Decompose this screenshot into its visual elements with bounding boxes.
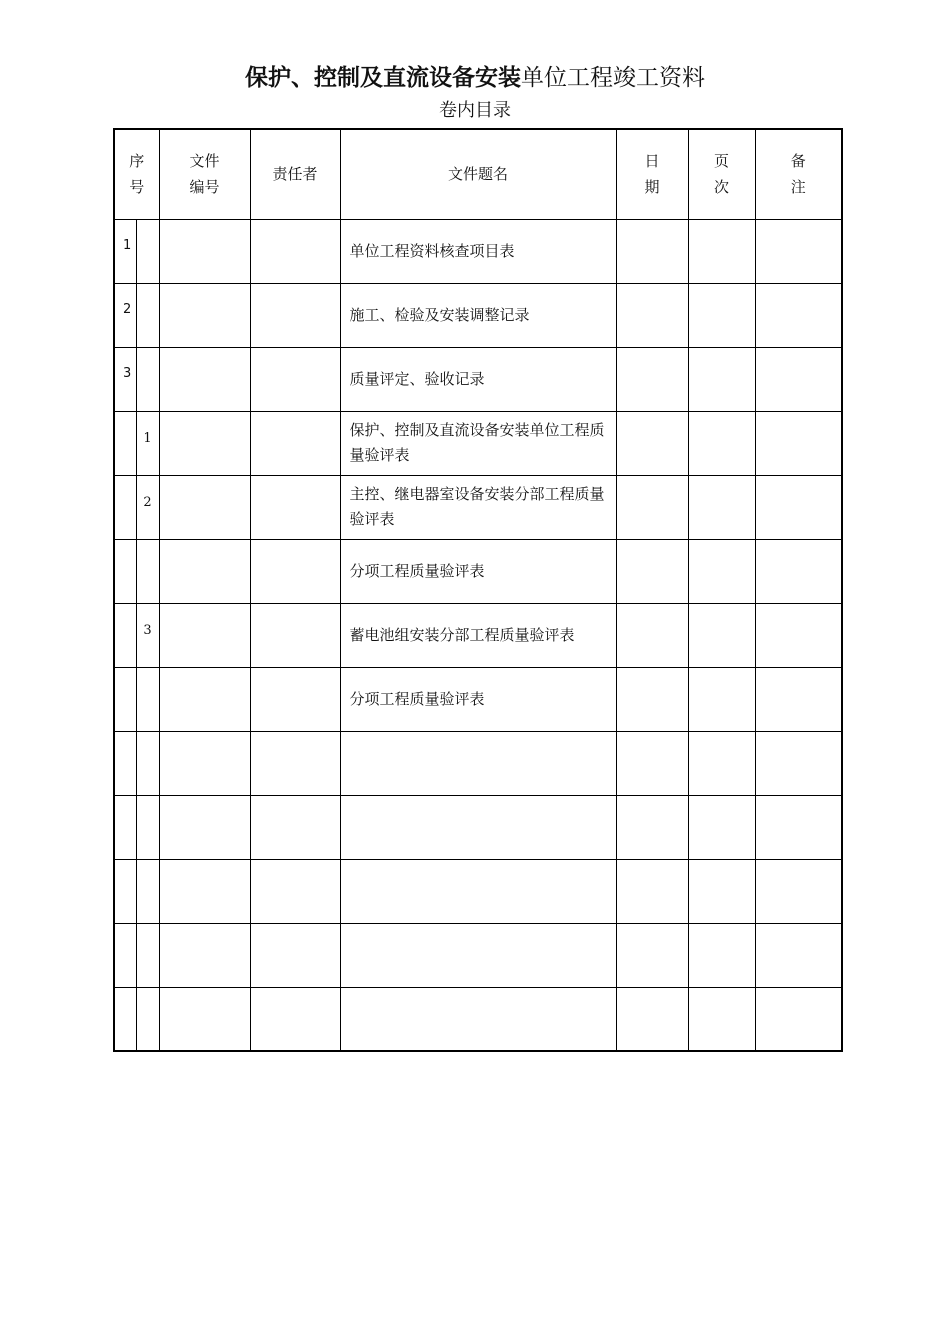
date-cell bbox=[616, 923, 688, 987]
doc-number-cell bbox=[159, 731, 250, 795]
table-row bbox=[114, 923, 842, 987]
remarks-cell bbox=[755, 859, 842, 923]
toc-table bbox=[113, 128, 843, 1052]
table-row bbox=[114, 219, 842, 283]
pages-cell bbox=[688, 731, 755, 795]
responsible-cell bbox=[250, 795, 340, 859]
table-row bbox=[114, 411, 842, 475]
doc-number-cell bbox=[159, 987, 250, 1051]
col-header-remarks: 备 注 bbox=[755, 129, 842, 219]
pages-cell bbox=[688, 923, 755, 987]
table-row bbox=[114, 987, 842, 1051]
table-row bbox=[114, 859, 842, 923]
document-title bbox=[0, 62, 950, 94]
document-subtitle: 卷内目录 bbox=[439, 100, 511, 121]
pages-cell bbox=[688, 411, 755, 475]
doc-title-cell: 主控、继电器室设备安装分部工程质量验评表 bbox=[340, 475, 616, 539]
pages-cell bbox=[688, 987, 755, 1051]
remarks-cell bbox=[755, 795, 842, 859]
sub-seq-cell bbox=[136, 731, 159, 795]
doc-title-cell bbox=[340, 923, 616, 987]
seq-cell bbox=[114, 987, 136, 1051]
doc-number-cell bbox=[159, 795, 250, 859]
col-header-date: 日 期 bbox=[616, 129, 688, 219]
sub-seq-cell: 2 bbox=[136, 475, 159, 539]
doc-number-cell bbox=[159, 219, 250, 283]
date-cell bbox=[616, 475, 688, 539]
sub-seq-cell: 1 bbox=[136, 411, 159, 475]
seq-cell: 1 bbox=[114, 219, 136, 283]
date-cell bbox=[616, 347, 688, 411]
sub-seq-cell bbox=[136, 539, 159, 603]
doc-title-cell bbox=[340, 731, 616, 795]
col-header-title: 文件题名 bbox=[340, 129, 616, 219]
responsible-cell bbox=[250, 987, 340, 1051]
pages-cell bbox=[688, 283, 755, 347]
sub-seq-cell bbox=[136, 219, 159, 283]
doc-title-cell: 单位工程资料核查项目表 bbox=[340, 219, 616, 283]
remarks-cell bbox=[755, 219, 842, 283]
pages-cell bbox=[688, 603, 755, 667]
sub-seq-cell bbox=[136, 283, 159, 347]
doc-number-cell bbox=[159, 603, 250, 667]
col-header-doc-number: 文件 编号 bbox=[159, 129, 250, 219]
date-cell bbox=[616, 795, 688, 859]
seq-cell bbox=[114, 731, 136, 795]
col-header-responsible: 责任者 bbox=[250, 129, 340, 219]
seq-cell bbox=[114, 795, 136, 859]
seq-cell: 2 bbox=[114, 283, 136, 347]
responsible-cell bbox=[250, 923, 340, 987]
pages-cell bbox=[688, 347, 755, 411]
remarks-cell bbox=[755, 539, 842, 603]
date-cell bbox=[616, 411, 688, 475]
sub-seq-cell bbox=[136, 795, 159, 859]
date-cell bbox=[616, 603, 688, 667]
doc-title-cell: 蓄电池组安装分部工程质量验评表 bbox=[340, 603, 616, 667]
date-cell bbox=[616, 731, 688, 795]
document-title-bold: 保护、控制及直流设备安装 bbox=[245, 64, 521, 91]
responsible-cell bbox=[250, 731, 340, 795]
table-row bbox=[114, 667, 842, 731]
pages-cell bbox=[688, 667, 755, 731]
pages-cell bbox=[688, 539, 755, 603]
date-cell bbox=[616, 987, 688, 1051]
doc-title-cell bbox=[340, 859, 616, 923]
responsible-cell bbox=[250, 347, 340, 411]
table-row bbox=[114, 539, 842, 603]
remarks-cell bbox=[755, 411, 842, 475]
doc-number-cell bbox=[159, 411, 250, 475]
doc-title-cell: 分项工程质量验评表 bbox=[340, 667, 616, 731]
doc-title-cell: 施工、检验及安装调整记录 bbox=[340, 283, 616, 347]
pages-cell bbox=[688, 219, 755, 283]
pages-cell bbox=[688, 859, 755, 923]
table-row bbox=[114, 603, 842, 667]
col-header-seq: 序 号 bbox=[114, 129, 159, 219]
pages-cell bbox=[688, 475, 755, 539]
table-header-row bbox=[114, 129, 842, 219]
remarks-cell bbox=[755, 283, 842, 347]
table-row bbox=[114, 283, 842, 347]
doc-title-cell: 质量评定、验收记录 bbox=[340, 347, 616, 411]
seq-cell bbox=[114, 411, 136, 475]
seq-cell bbox=[114, 475, 136, 539]
doc-title-cell bbox=[340, 987, 616, 1051]
responsible-cell bbox=[250, 283, 340, 347]
responsible-cell bbox=[250, 539, 340, 603]
doc-title-cell: 分项工程质量验评表 bbox=[340, 539, 616, 603]
doc-title-cell bbox=[340, 795, 616, 859]
doc-number-cell bbox=[159, 923, 250, 987]
date-cell bbox=[616, 859, 688, 923]
remarks-cell bbox=[755, 731, 842, 795]
sub-seq-cell bbox=[136, 987, 159, 1051]
date-cell bbox=[616, 667, 688, 731]
remarks-cell bbox=[755, 475, 842, 539]
col-header-pages: 页 次 bbox=[688, 129, 755, 219]
doc-title-cell: 保护、控制及直流设备安装单位工程质量验评表 bbox=[340, 411, 616, 475]
date-cell bbox=[616, 219, 688, 283]
seq-cell bbox=[114, 539, 136, 603]
remarks-cell bbox=[755, 923, 842, 987]
doc-number-cell bbox=[159, 859, 250, 923]
responsible-cell bbox=[250, 411, 340, 475]
table-row bbox=[114, 347, 842, 411]
responsible-cell bbox=[250, 475, 340, 539]
responsible-cell bbox=[250, 859, 340, 923]
date-cell bbox=[616, 283, 688, 347]
table-row bbox=[114, 795, 842, 859]
remarks-cell bbox=[755, 987, 842, 1051]
remarks-cell bbox=[755, 667, 842, 731]
doc-number-cell bbox=[159, 283, 250, 347]
table-row bbox=[114, 475, 842, 539]
seq-cell bbox=[114, 667, 136, 731]
doc-number-cell bbox=[159, 667, 250, 731]
doc-number-cell bbox=[159, 347, 250, 411]
remarks-cell bbox=[755, 603, 842, 667]
pages-cell bbox=[688, 795, 755, 859]
responsible-cell bbox=[250, 603, 340, 667]
sub-seq-cell bbox=[136, 667, 159, 731]
table-row bbox=[114, 731, 842, 795]
doc-number-cell bbox=[159, 539, 250, 603]
seq-cell bbox=[114, 859, 136, 923]
remarks-cell bbox=[755, 347, 842, 411]
responsible-cell bbox=[250, 219, 340, 283]
sub-seq-cell bbox=[136, 923, 159, 987]
sub-seq-cell: 3 bbox=[136, 603, 159, 667]
sub-seq-cell bbox=[136, 347, 159, 411]
responsible-cell bbox=[250, 667, 340, 731]
seq-cell bbox=[114, 603, 136, 667]
document-title-rest: 单位工程竣工资料 bbox=[521, 65, 705, 91]
seq-cell: 3 bbox=[114, 347, 136, 411]
doc-number-cell bbox=[159, 475, 250, 539]
sub-seq-cell bbox=[136, 859, 159, 923]
seq-cell bbox=[114, 923, 136, 987]
date-cell bbox=[616, 539, 688, 603]
